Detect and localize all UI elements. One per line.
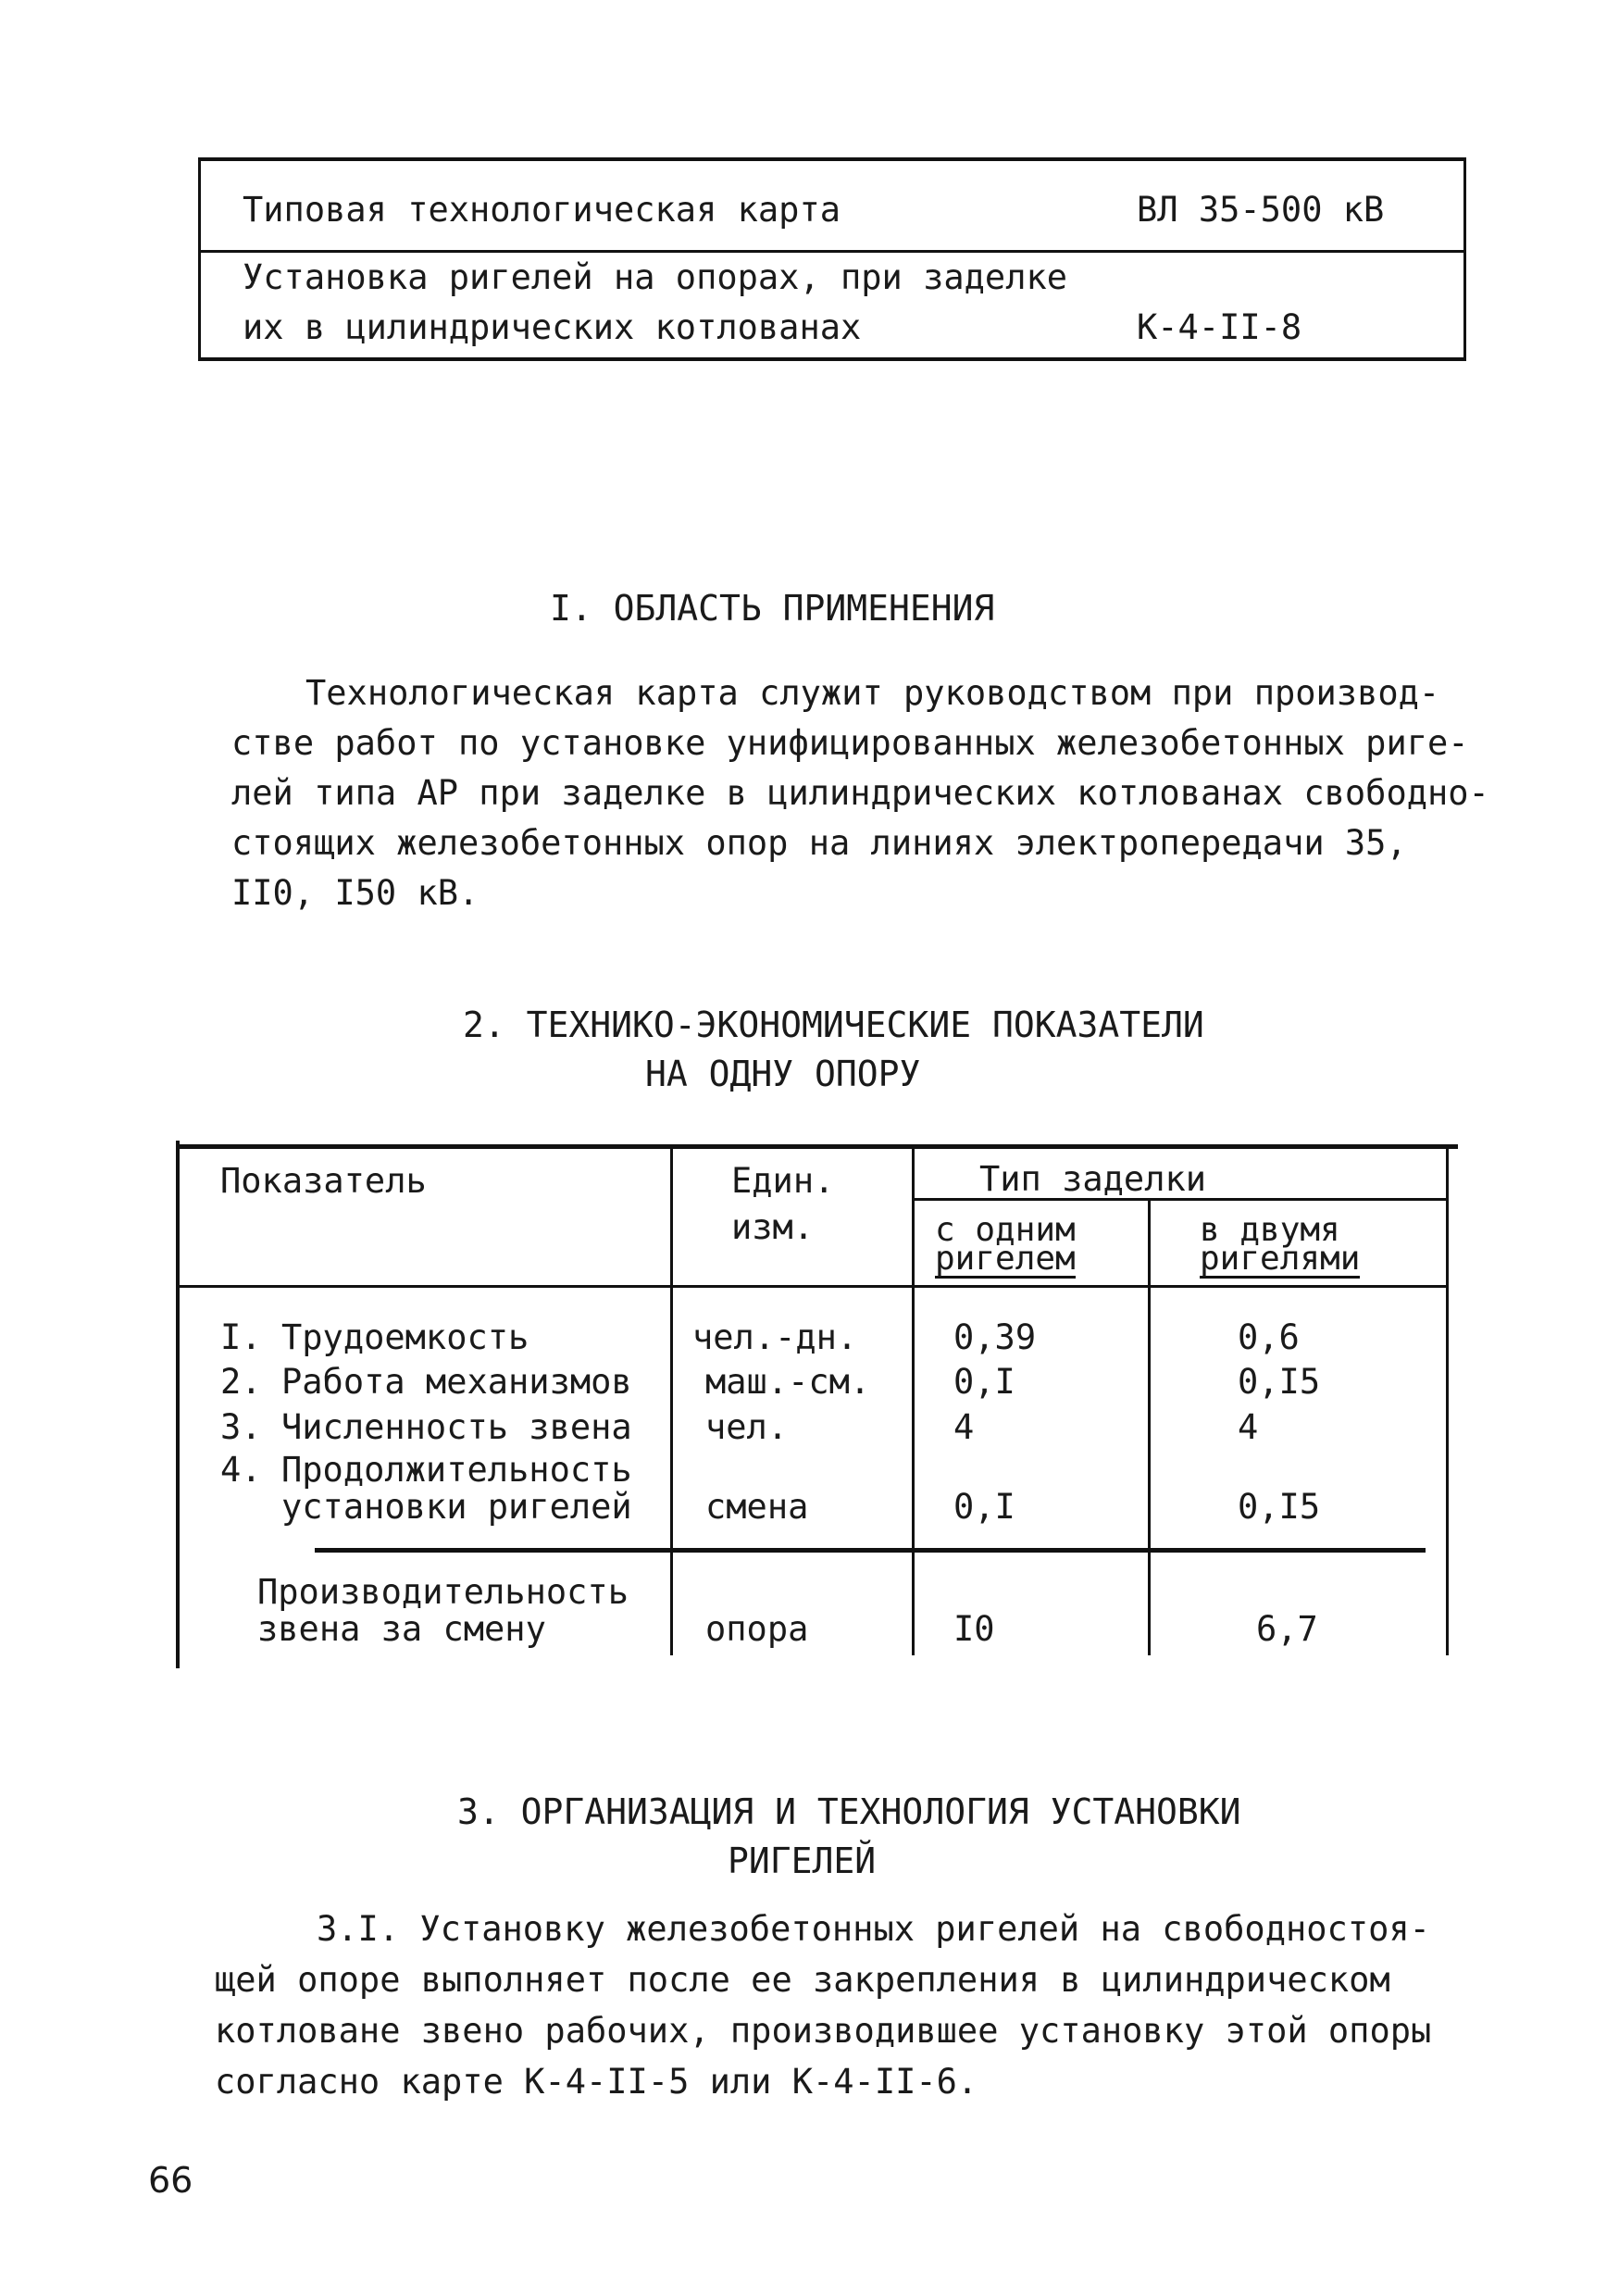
table-footer-two: 6,7: [1256, 1609, 1318, 1649]
table-footer-divider: [315, 1548, 1426, 1553]
table-row-two: 0,I5: [1238, 1487, 1321, 1527]
table-row-num: 4.: [220, 1450, 262, 1490]
table-header-one: с одним: [935, 1211, 1076, 1249]
table-row-name2: установки ригелей: [281, 1487, 632, 1527]
table-header-indicator: Показатель: [220, 1161, 427, 1201]
header-subject-line1: Установка ригелей на опорах, при заделке: [243, 257, 1068, 297]
section2-heading-line1: 2. ТЕХНИКО-ЭКОНОМИЧЕСКИЕ ПОКАЗАТЕЛИ: [463, 1004, 1204, 1045]
table-header-two: ригелями: [1200, 1240, 1361, 1278]
header-subject-line2: их в цилиндрических котлованах: [243, 307, 862, 347]
table-right-border: [1446, 1148, 1449, 1655]
table-header-two: в двумя: [1200, 1211, 1340, 1249]
section2-heading-line2: НА ОДНУ ОПОРУ: [645, 1054, 921, 1094]
table-row-name: Трудоемкость: [281, 1317, 529, 1357]
table-footer-name: Производительность: [257, 1572, 629, 1612]
section3-heading-line2: РИГЕЛЕЙ: [728, 1841, 877, 1881]
table-one-col-border: [912, 1148, 915, 1655]
section3-line: 3.I. Установку железобетонных ригелей на свободностоя-: [317, 1909, 1430, 1949]
section3-line: котловане звено рабочих, производившее установку этой опоры: [215, 2011, 1432, 2051]
header-card-code: К-4-II-8: [1137, 307, 1302, 347]
section1-line: стве работ по установке унифицированных железобетонных риге-: [231, 723, 1469, 763]
section3-line: щей опоре выполняет после ее закрепления в цилиндрическом: [215, 1960, 1390, 2000]
header-divider: [198, 250, 1466, 253]
table-row-one: 4: [953, 1407, 975, 1447]
table-row-name: Продолжительность: [281, 1450, 632, 1490]
table-row-one: 0,I: [953, 1362, 1015, 1402]
table-row-unit: маш.-см.: [705, 1362, 871, 1402]
table-row-two: 0,6: [1238, 1317, 1300, 1357]
table-row-num: I.: [220, 1317, 262, 1357]
section1-heading: I. ОБЛАСТЬ ПРИМЕНЕНИЯ: [550, 588, 995, 629]
section1-line: Технологическая карта служит руководством при производ-: [305, 673, 1440, 713]
section1-line: лей типа АР при заделке в цилиндрических котлованах свободно-: [231, 773, 1489, 813]
section3-line: согласно карте К-4-II-5 или К-4-II-6.: [215, 2062, 978, 2102]
table-header-unit: изм.: [731, 1207, 815, 1247]
table-header-unit: Един.: [731, 1161, 835, 1201]
page-number: 66: [148, 2160, 193, 2201]
section3-heading-line1: 3. ОРГАНИЗАЦИЯ И ТЕХНОЛОГИЯ УСТАНОВКИ: [457, 1791, 1241, 1832]
table-footer-unit: опора: [705, 1609, 809, 1649]
table-row-num: 2.: [220, 1362, 262, 1402]
table-top-border: [178, 1144, 1458, 1149]
section1-line: стоящих железобетонных опор на линиях электропередачи 35,: [231, 823, 1407, 863]
header-line-code: ВЛ 35-500 кВ: [1137, 190, 1385, 230]
table-row-unit: чел.: [705, 1407, 789, 1447]
table-left-border: [176, 1141, 180, 1668]
table-footer-name: звена за смену: [257, 1609, 546, 1649]
table-header-type: Тип заделки: [979, 1159, 1207, 1199]
table-header-bottom: [178, 1285, 1448, 1288]
table-row-one: 0,39: [953, 1317, 1037, 1357]
table-header-one: ригелем: [935, 1240, 1076, 1278]
table-row-num: 3.: [220, 1407, 262, 1447]
table-two-col-border: [1148, 1200, 1151, 1655]
table-row-name: Работа механизмов: [281, 1362, 632, 1402]
table-row-one: 0,I: [953, 1487, 1015, 1527]
table-row-name: Численность звена: [281, 1407, 632, 1447]
table-row-unit: смена: [705, 1487, 809, 1527]
table-unit-col-border: [670, 1148, 673, 1655]
table-footer-one: I0: [953, 1609, 995, 1649]
section1-line: II0, I50 кВ.: [231, 873, 479, 913]
table-row-two: 0,I5: [1238, 1362, 1321, 1402]
table-row-unit: чел.-дн.: [692, 1317, 858, 1357]
header-title: Типовая технологическая карта: [243, 190, 841, 230]
table-row-two: 4: [1238, 1407, 1259, 1447]
